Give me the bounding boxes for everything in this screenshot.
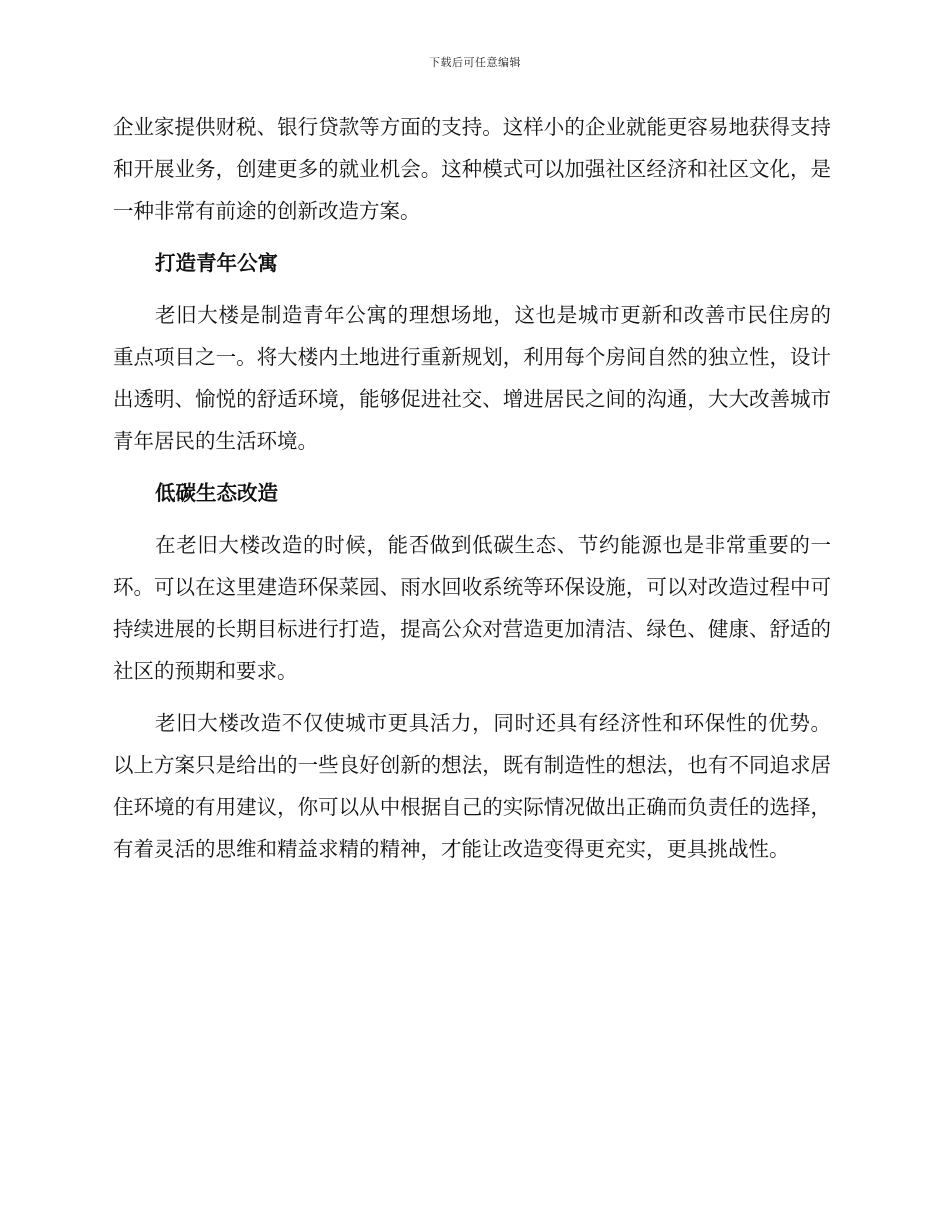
- page-header: 下载后可任意编辑: [429, 56, 521, 69]
- document-body: [113, 106, 831, 870]
- paragraph-youth-apartment: 老旧大楼是制造青年公寓的理想场地，这也是城市更新和改善市民住房的重点项目之一。将大楼内土地进行重新规划，利用每个房间自然的独立性，设计出透明、愉悦的舒适环境，能够促进社交、增进居民之间的沟通，大大改善城市青年居民的生活环境。: [113, 303, 831, 453]
- paragraph-low-carbon: 在老旧大楼改造的时候，能否做到低碳生态、节约能源也是非常重要的一环。可以在这里建造环保菜园、雨水回收系统等环保设施，可以对改造过程中可持续进展的长期目标进行打造，提高公众对营造更加清洁、绿色、健康、舒适的社区的预期和要求。: [113, 533, 831, 683]
- paragraph-continued: 企业家提供财税、银行贷款等方面的支持。这样小的企业就能更容易地获得支持和开展业务，创建更多的就业机会。这种模式可以加强社区经济和社区文化，是一种非常有前途的创新改造方案。: [113, 115, 831, 223]
- heading-youth-apartment: 打造青年公寓: [155, 251, 278, 275]
- heading-low-carbon: 低碳生态改造: [155, 481, 278, 505]
- paragraph-conclusion: 老旧大楼改造不仅使城市更具活力，同时还具有经济性和环保性的优势。以上方案只是给出的一些良好创新的想法，既有制造性的想法，也有不同追求居住环境的有用建议，你可以从中根据自己的实际情况做出正确而负责任的选择，有着灵活的思维和精益求精的精神，才能让改造变得更充实，更具挑战性。: [113, 711, 831, 861]
